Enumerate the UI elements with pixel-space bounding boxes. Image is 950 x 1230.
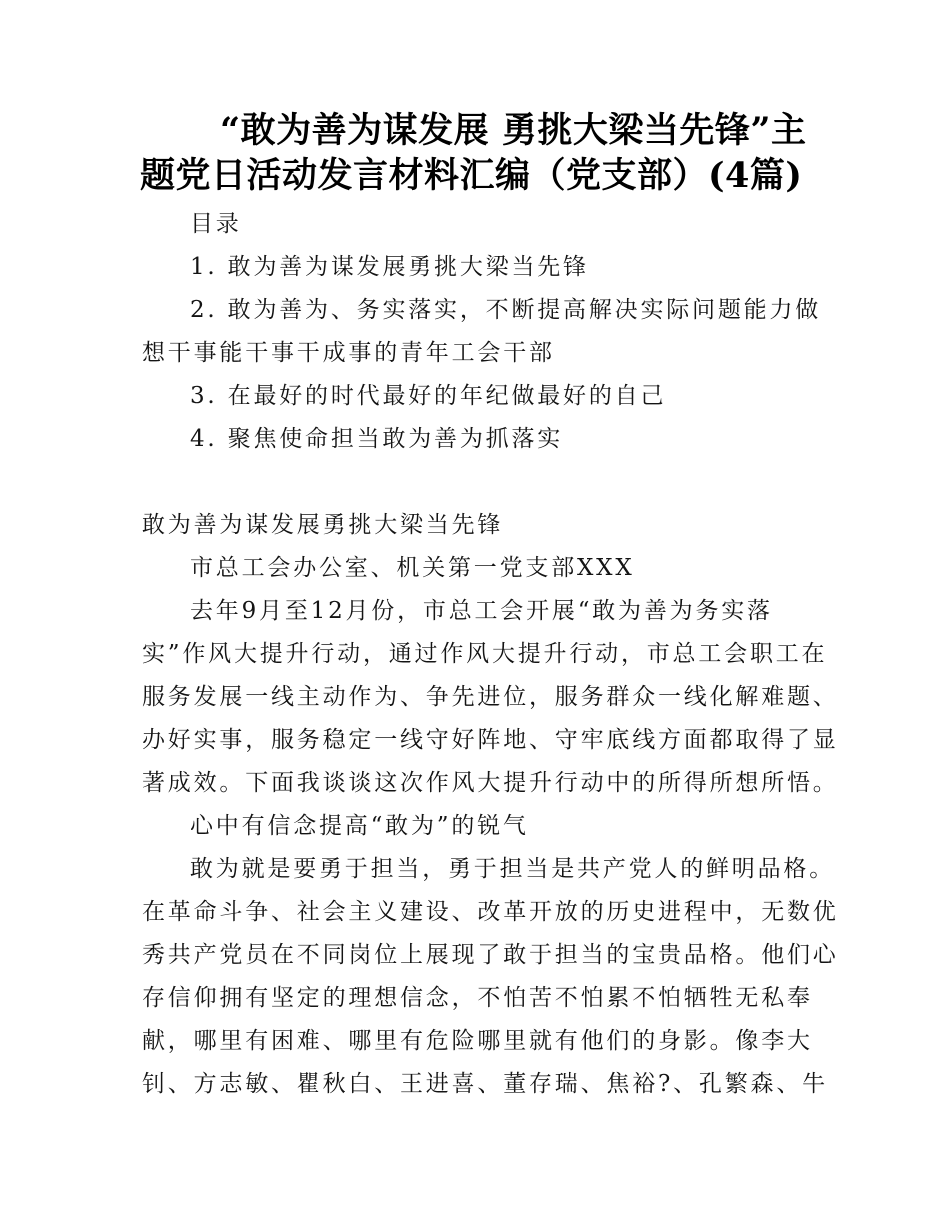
paragraph-line: 钊、方志敏、瞿秋白、王进喜、董存瑞、焦裕?、孔繁森、牛 [142,1071,828,1097]
paragraph-line: 办好实事，服务稳定一线守好阵地、守牢底线方面都取得了显 [142,727,839,753]
document-title [140,108,810,198]
subheading: 心中有信念提高“敢为”的锐气 [190,813,529,839]
title-line-2: 题党日活动发言材料汇编（党支部）(4篇) [140,155,803,196]
paragraph-line: 服务发展一线主动作为、争先进位，服务群众一线化解难题、 [142,684,839,710]
document-body [142,203,839,1106]
toc-item: 4. 聚焦使命担当敢为善为抓落实 [190,426,564,452]
paragraph-line: 去年9月至12月份，市总工会开展“敢为善为务实落 [190,598,773,624]
toc-item-continuation: 想干事能干事干成事的青年工会干部 [142,340,555,366]
paragraph-line: 存信仰拥有坚定的理想信念，不怕苦不怕累不怕牺牲无私奉 [142,985,813,1011]
paragraph-line: 献，哪里有困难、哪里有危险哪里就有他们的身影。像李大 [142,1028,813,1054]
paragraph-line: 敢为就是要勇于担当，勇于担当是共产党人的鲜明品格。 [190,856,835,882]
toc-item: 2. 敢为善为、务实落实，不断提高解决实际问题能力做 [190,297,822,323]
paragraph-line: 秀共产党员在不同岗位上展现了敢于担当的宝贵品格。他们心 [142,942,839,968]
spacer [142,461,812,504]
toc-heading: 目录 [190,211,242,237]
toc-item: 3. 在最好的时代最好的年纪做最好的自己 [190,383,667,409]
paragraph-line: 在革命斗争、社会主义建设、改革开放的历史进程中，无数优 [142,899,839,925]
section-title: 敢为善为谋发展勇挑大梁当先锋 [142,512,504,538]
paragraph-line: 实”作风大提升行动，通过作风大提升行动，市总工会职工在 [142,641,828,667]
author-line: 市总工会办公室、机关第一党支部XXX [190,555,635,581]
toc-item: 1. 敢为善为谋发展勇挑大梁当先锋 [190,254,589,280]
paragraph-line: 著成效。下面我谈谈这次作风大提升行动中的所得所想所悟。 [142,770,839,796]
title-line-1: “敢为善为谋发展 勇挑大梁当先锋”主 [220,110,807,151]
